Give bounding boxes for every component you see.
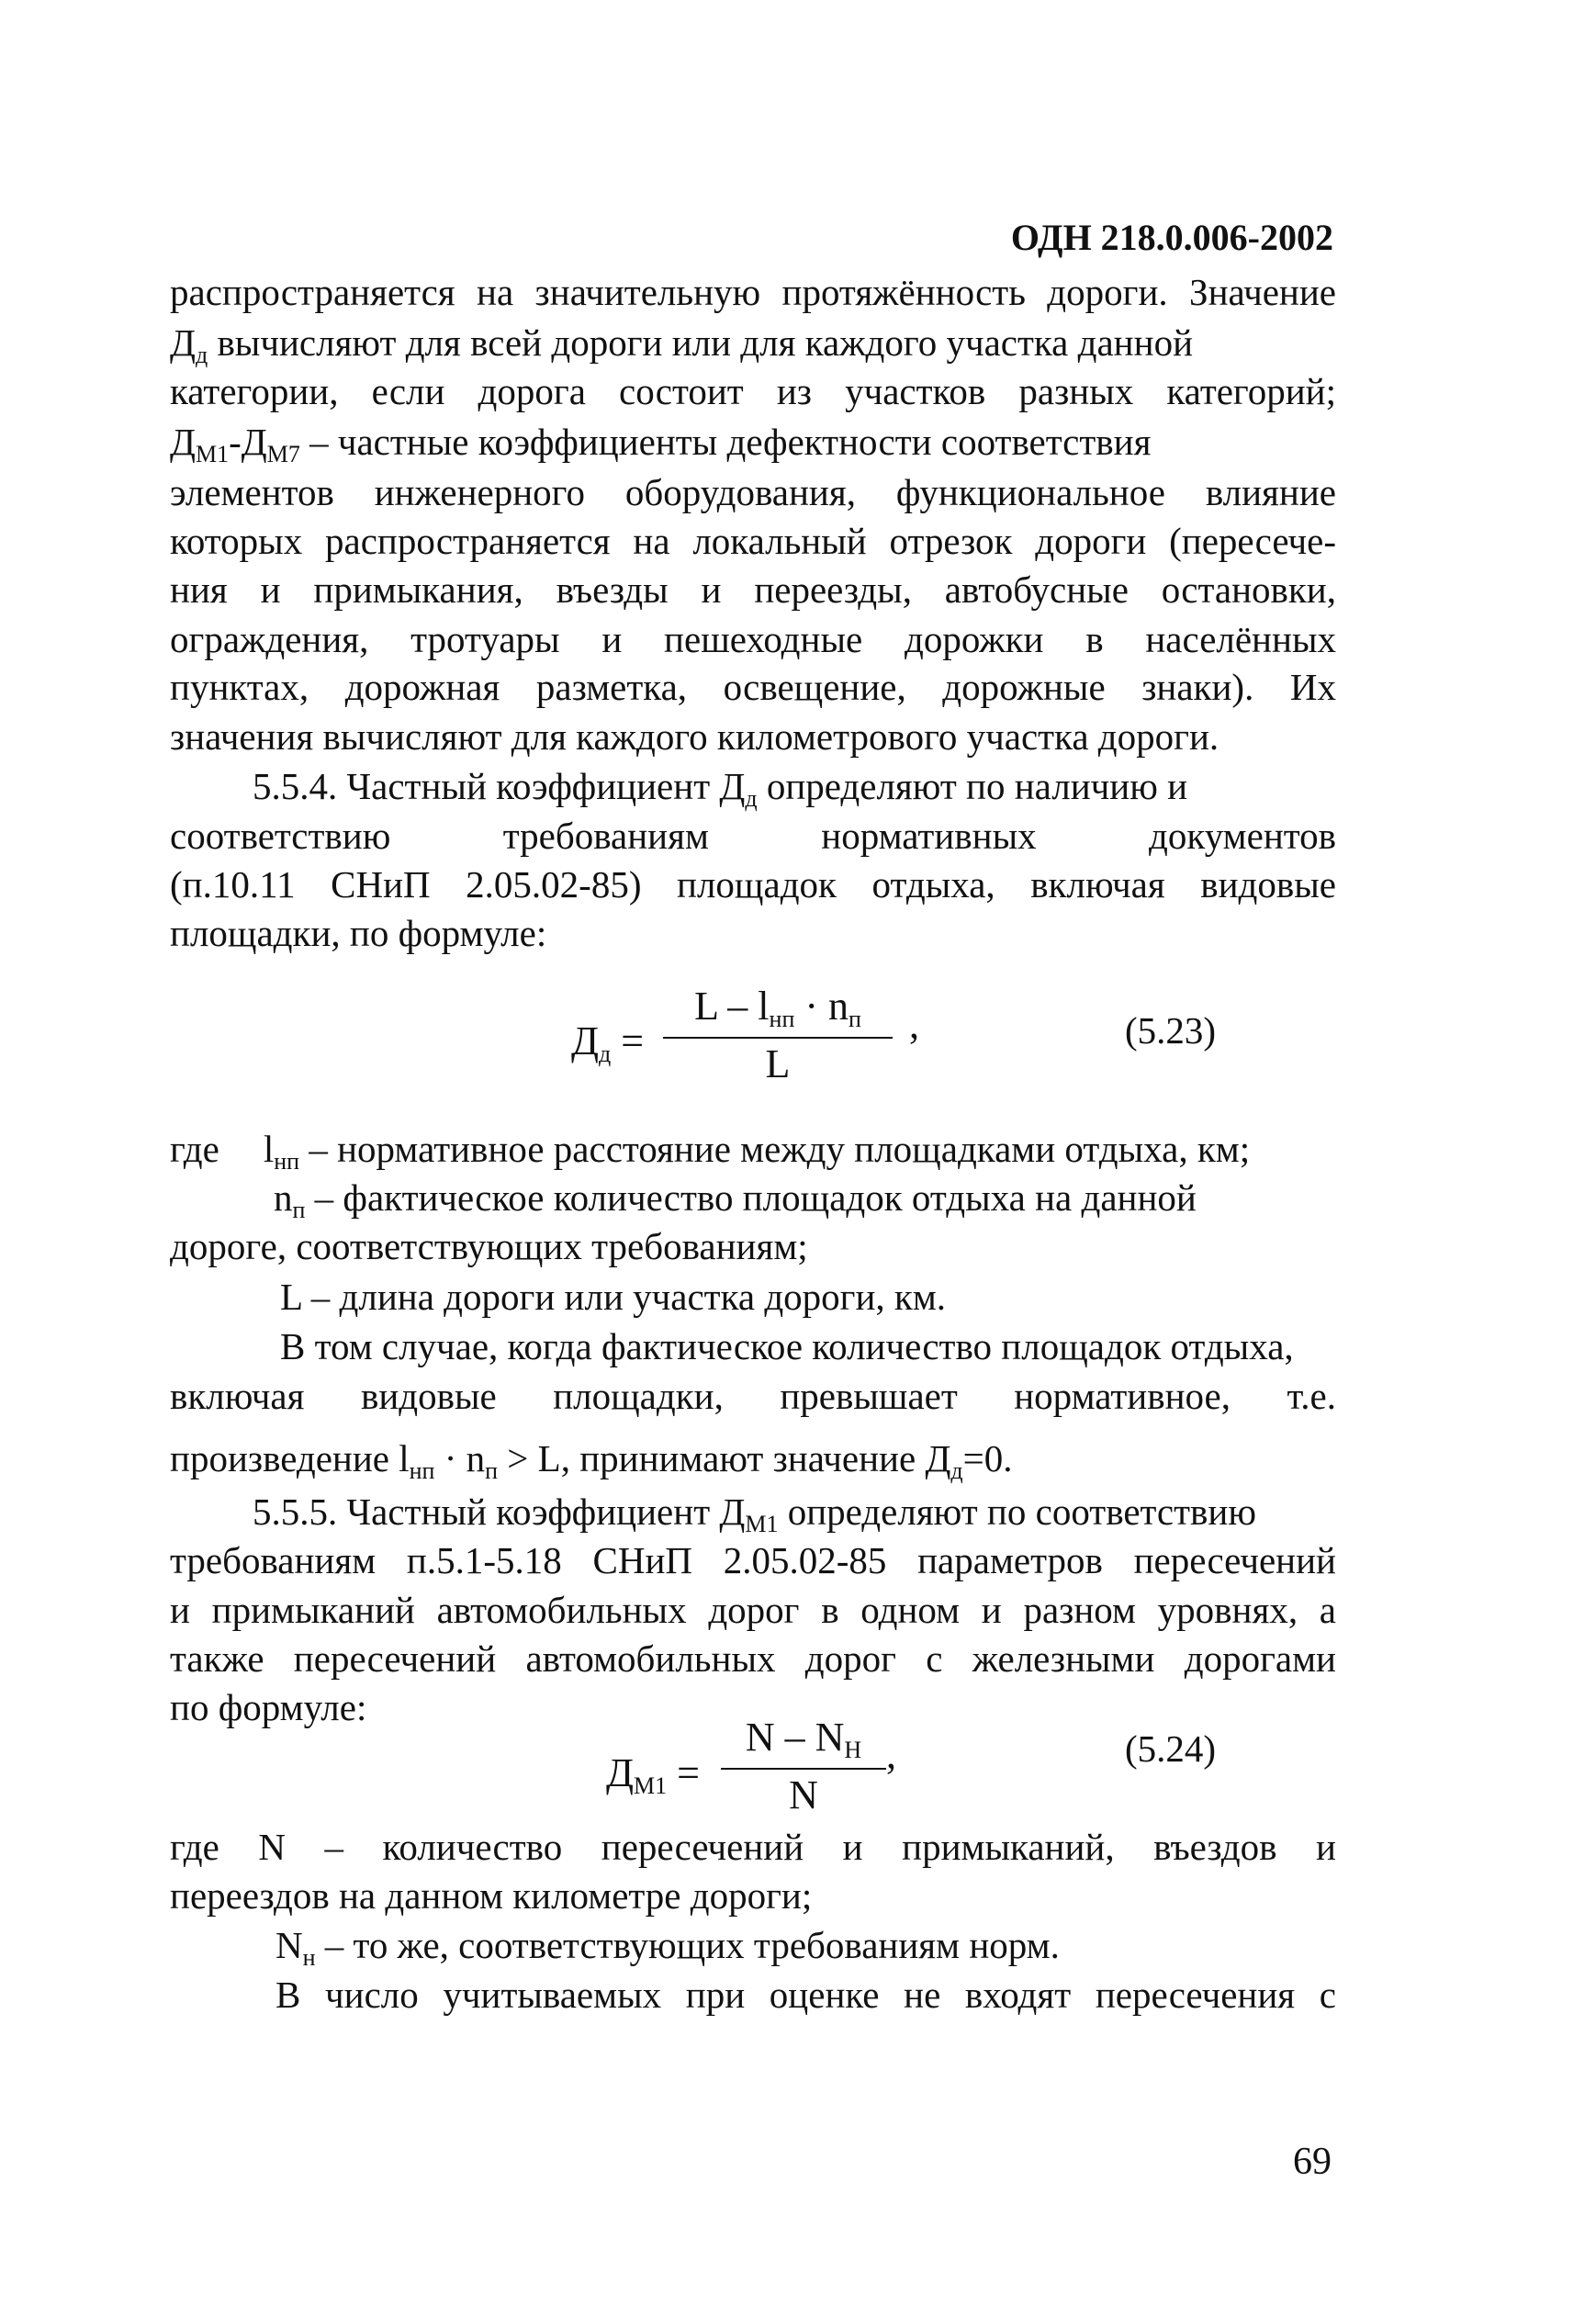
- page-number: 69: [1293, 2141, 1332, 2183]
- text-line: (п.10.11 СНиП 2.05.02-85) площадок отдыха, включая видовые: [170, 863, 1336, 906]
- text-line: требованиям п.5.1-5.18 СНиП 2.05.02-85 параметров пересечений: [170, 1539, 1336, 1581]
- equation-number-5-23: (5.23): [1125, 1009, 1217, 1052]
- definition-line: где $l_{нп}$ – нормативное расстояние между площадками отдыха, км;: [170, 1128, 1251, 1175]
- formula-5-23-fraction: $L - l_{нп} \cdot n_п$ L: [663, 983, 893, 1087]
- formula-5-23-lhs: $Д_д$ =: [571, 1018, 645, 1067]
- paragraph-5-5-4: 5.5.4. Частный коэффициент $Д_д$ определяют по наличию и: [253, 765, 1188, 812]
- paragraph-5-5-5: 5.5.5. Частный коэффициент $Д_{М1}$ определяют по соответствию: [253, 1490, 1256, 1537]
- text-line: пунктах, дорожная разметка, освещение, дорожные знаки). Их: [170, 666, 1336, 708]
- text-line: включая видовые площадки, превышает нормативное, т.е.: [170, 1375, 1336, 1417]
- text-line: $Д_д$ вычисляют для всей дороги или для каждого участка данной: [170, 321, 1194, 368]
- text-line: также пересечений автомобильных дорог с железными дорогами: [170, 1637, 1336, 1680]
- formula-5-23-comma: ,: [909, 1002, 919, 1047]
- text-line: и примыканий автомобильных дорог в одном и разном уровнях, а: [170, 1589, 1336, 1631]
- definition-line: $n_п$ – фактическое количество площадок отдыха на данной: [274, 1176, 1197, 1223]
- text-line: категории, если дорога состоит из участков разных категорий;: [170, 370, 1336, 412]
- equation-number-5-24: (5.24): [1125, 1727, 1217, 1770]
- definition-line: L – длина дороги или участка дороги, км.: [280, 1276, 947, 1318]
- text-line: элементов инженерного оборудования, функциональное влияние: [170, 471, 1336, 513]
- text-line: $Д_{М1}-Д_{М7}$ – частные коэффициенты дефектности соответствия: [170, 421, 1152, 467]
- text-line: распространяется на значительную протяжённость дороги. Значение: [170, 271, 1336, 313]
- formula-5-24-comma: ,: [886, 1732, 896, 1777]
- text-line: которых распространяется на локальный отрезок дороги (пересече-: [170, 520, 1336, 562]
- text-line: ограждения, тротуары и пешеходные дорожки в населённых: [170, 618, 1336, 660]
- text-line: соответствию требованиям нормативных документов: [170, 815, 1336, 857]
- text-line: значения вычисляют для каждого километрового участка дороги.: [170, 715, 1219, 758]
- text-line: площадки, по формуле:: [170, 912, 547, 954]
- definition-line: где N – количество пересечений и примыканий, въездов и: [170, 1826, 1336, 1868]
- text-line: В число учитываемых при оценке не входят пересечения с: [275, 1974, 1336, 2016]
- text-line: ния и примыкания, въезды и переезды, автобусные остановки,: [170, 568, 1336, 611]
- definition-line: $N_н$ – то же, соответствующих требованиям норм.: [275, 1924, 1060, 1971]
- formula-5-24-lhs: $Д_{М1}$ =: [606, 1750, 700, 1799]
- definition-line: переездов на данном километре дороги;: [170, 1874, 813, 1917]
- definition-line: дороге, соответствующих требованиям;: [170, 1225, 808, 1267]
- document-code-header: ОДН 218.0.006-2002: [1010, 217, 1333, 258]
- formula-5-24-fraction: N – $N_Н$ N: [721, 1714, 886, 1818]
- text-line: В том случае, когда фактическое количество площадок отдыха,: [280, 1325, 1294, 1367]
- text-line: по формуле:: [170, 1686, 367, 1728]
- text-line: произведение $l_{нп} \cdot n_п > L$, принимают значение $Д_д=0$.: [170, 1437, 1013, 1484]
